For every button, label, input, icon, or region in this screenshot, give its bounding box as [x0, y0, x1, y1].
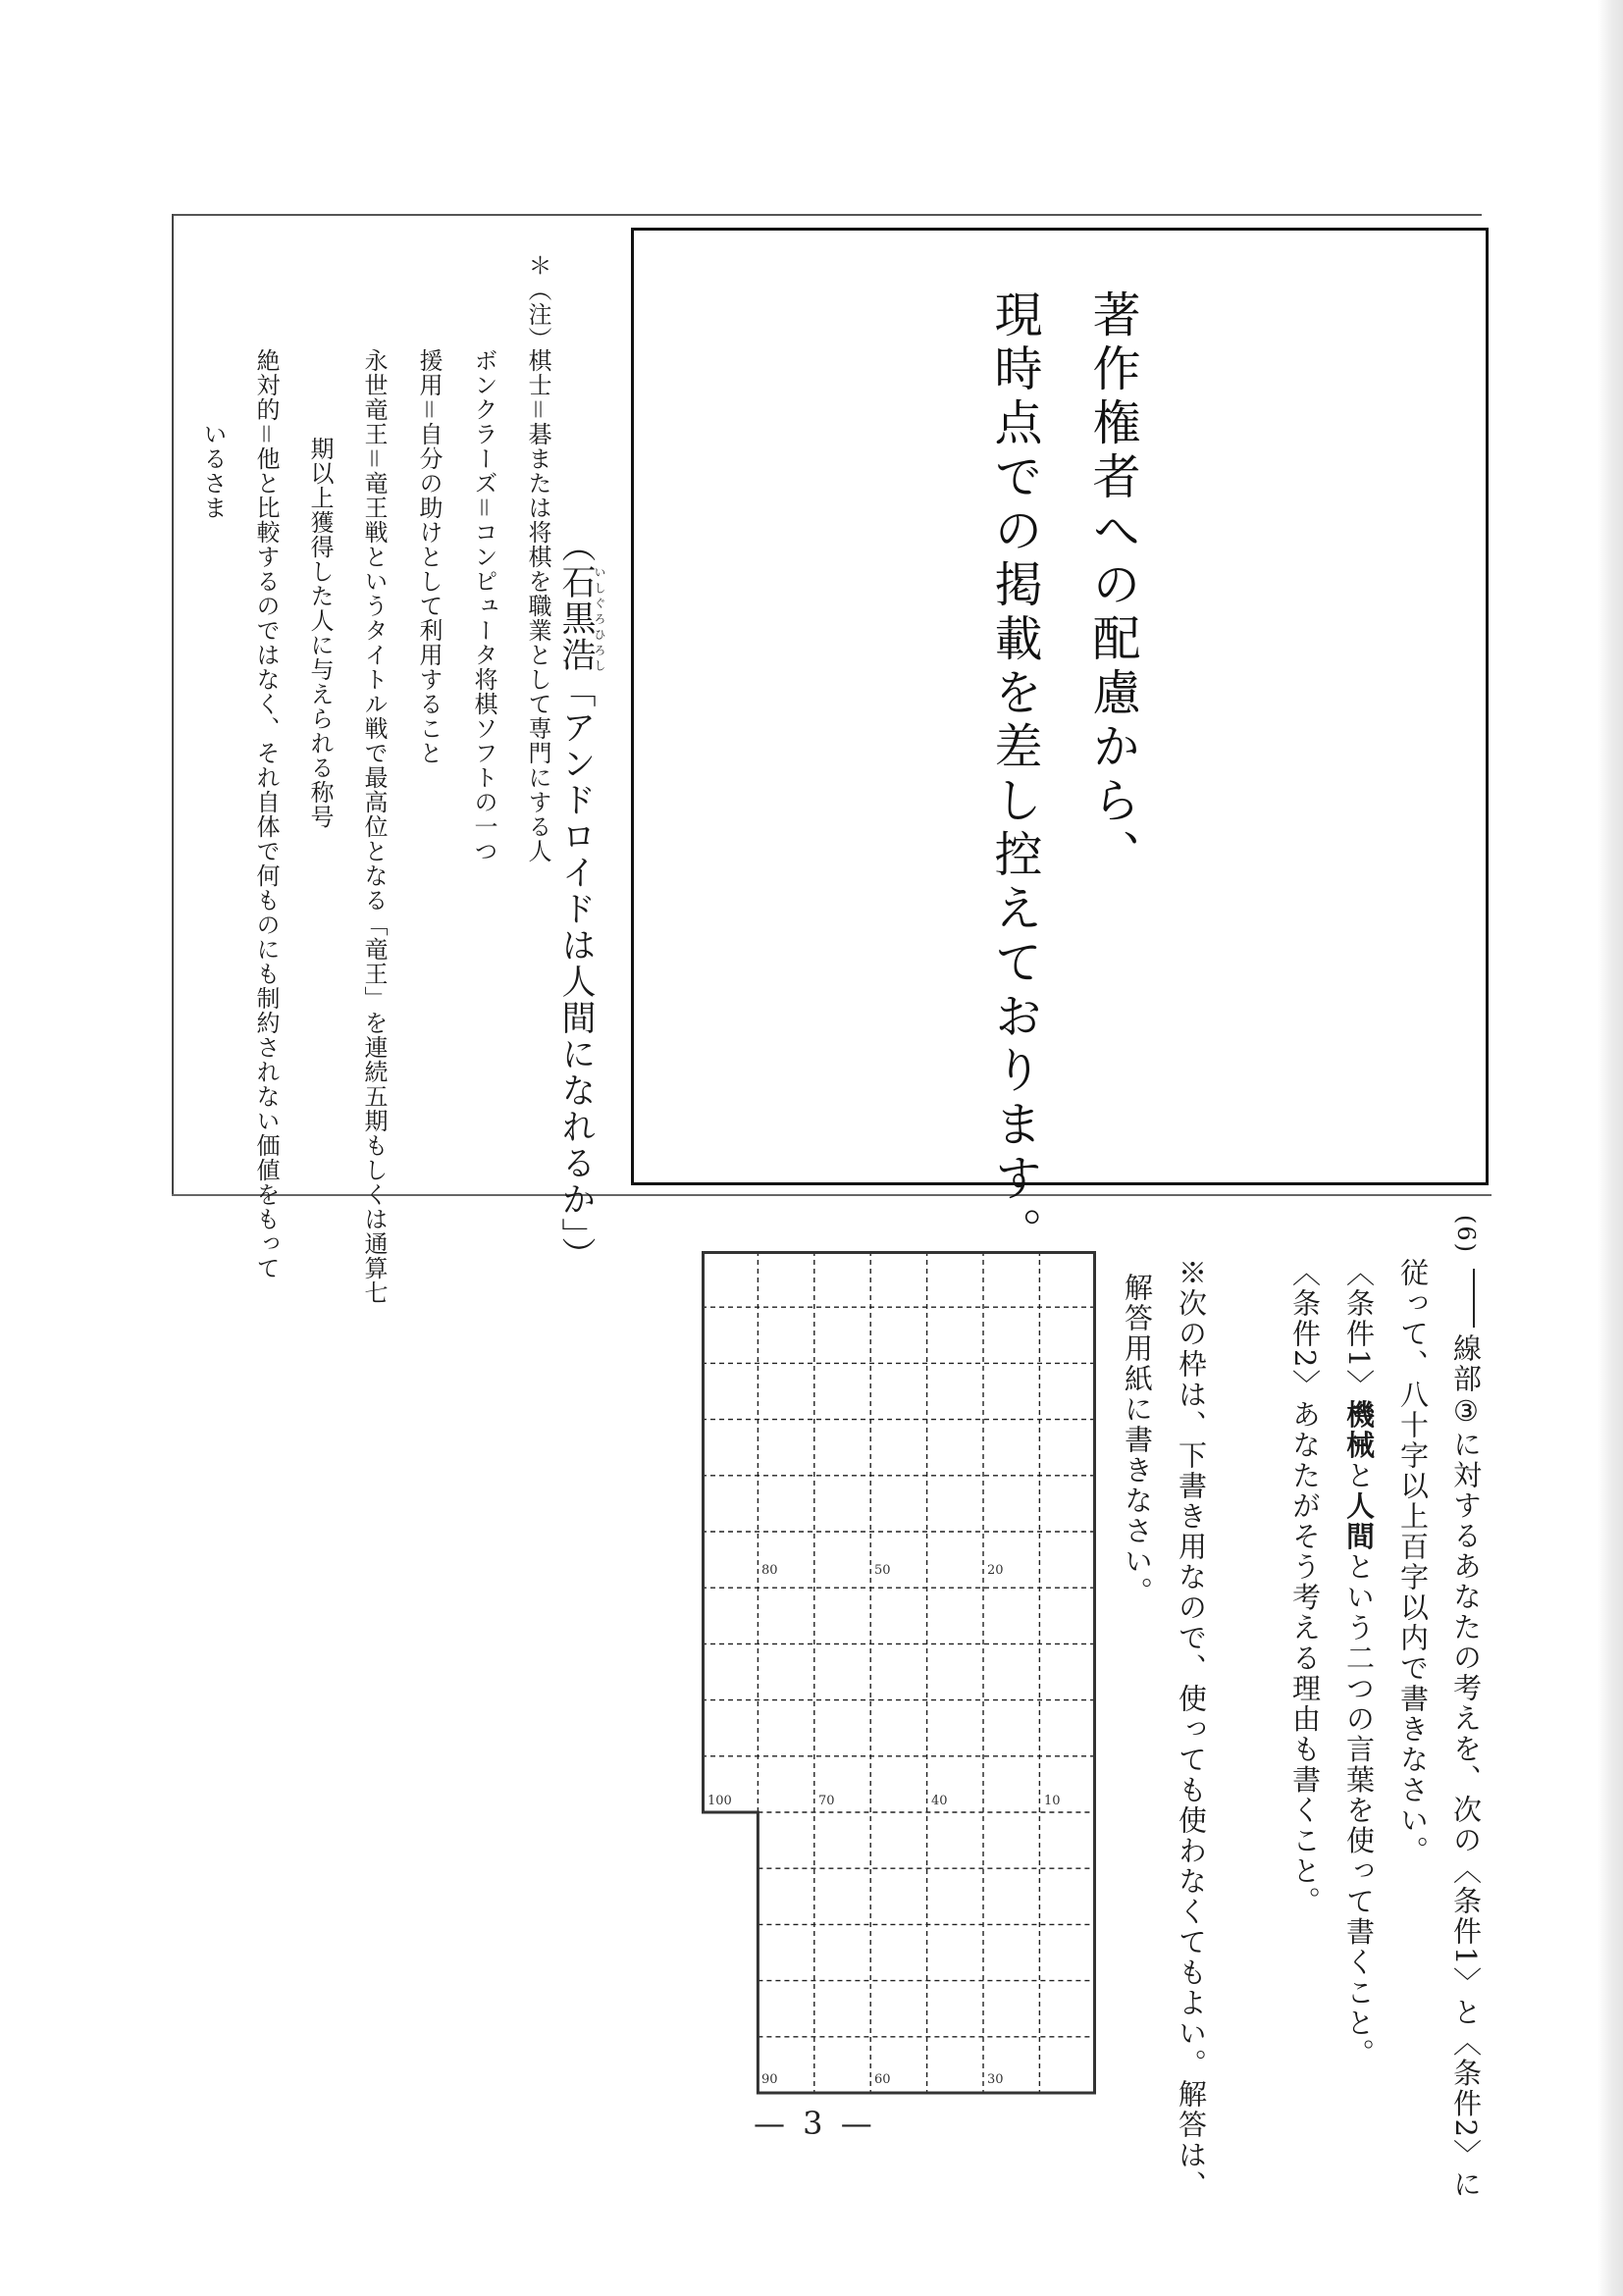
note-item-zettaiteki-continued: いるさま — [199, 422, 227, 520]
citation-open-paren: （ — [556, 528, 596, 564]
grid-label-80: 80 — [761, 1563, 778, 1578]
citation-title: 「アンドロイドは人間になれるか」 — [556, 673, 596, 1237]
note-item-bonkras: ボンクラーズ＝コンピュータ将棋ソフトの一つ — [470, 348, 497, 863]
condition-1-label: 〈条件1〉 — [1342, 1258, 1376, 1400]
condition-2: 〈条件2〉あなたがそう考える理由も書くこと。 — [1288, 1258, 1322, 1917]
note-item-zettaiteki: 絶対的＝他と比較するのではなく、それ自体で何ものにも制約されない価値をもって — [252, 348, 280, 1280]
keyword-ningen: 人間 — [1342, 1490, 1376, 1552]
author-furigana: いしぐろひろし — [593, 564, 606, 673]
grid-label-40: 40 — [931, 1794, 948, 1808]
circled-reference-3: ③ — [1449, 1394, 1483, 1430]
citation-close-paren: ） — [556, 1236, 596, 1274]
question-prompt-line-1: 線部③に対するあなたの考えを、次の〈条件1〉と〈条件2〉に — [1448, 1269, 1484, 2200]
draft-answer-grid[interactable] — [702, 1251, 1096, 2095]
note-item-eisei-ryuou-continued: 期以上獲得した人に与えられる称号 — [306, 437, 334, 829]
copyright-line-2: 現時点での掲載を差し控えております。 — [987, 289, 1043, 1261]
page-number: — 3 — — [754, 2105, 876, 2142]
copyright-line-1: 著作権者への配慮から、 — [1085, 289, 1141, 883]
grid-label-100: 100 — [707, 1794, 732, 1808]
note-item-eisei-ryuou: 永世竜王＝竜王戦というタイトル戦で最高位となる「竜王」を連続五期もしくは通算七 — [360, 348, 388, 1305]
grid-label-60: 60 — [874, 2072, 891, 2087]
passage-frame-top-rule — [172, 214, 1482, 216]
notes-heading: ＊（注） — [524, 253, 551, 351]
grid-label-10: 10 — [1044, 1794, 1061, 1808]
grid-label-90: 90 — [761, 2072, 778, 2087]
citation-author: 石黒浩いしぐろひろし — [556, 564, 606, 673]
note-item-kishi: 棋士＝碁または将棋を職業として専門にする人 — [524, 348, 551, 863]
grid-label-30: 30 — [987, 2072, 1004, 2087]
question-number: (6) — [1452, 1215, 1480, 1254]
draft-grid-note-line-1: ※次の枠は、下書き用なので、使っても使わなくてもよい。解答は、 — [1175, 1258, 1208, 2201]
copyright-notice-text — [966, 289, 1162, 1261]
scan-edge-shadow — [1597, 0, 1623, 2296]
grid-label-20: 20 — [987, 1563, 1004, 1578]
source-citation — [555, 528, 605, 1274]
keyword-kikai: 機械 — [1342, 1399, 1376, 1461]
grid-lines — [702, 1251, 1096, 2097]
note-item-enyou: 援用＝自分の助けとして利用すること — [415, 348, 443, 765]
underline-dash-mark — [1473, 1269, 1475, 1328]
copyright-notice-box — [631, 228, 1489, 1261]
grid-label-50: 50 — [874, 1563, 891, 1578]
draft-grid-note-line-2: 解答用紙に書きなさい。 — [1121, 1273, 1154, 1607]
condition-1: 〈条件1〉機械と人間という二つの言葉を使って書くこと。 — [1342, 1258, 1376, 2069]
condition-2-label: 〈条件2〉 — [1288, 1258, 1322, 1400]
question-prompt-line-2: 従って、八十字以上百字以内で書きなさい。 — [1396, 1258, 1430, 1866]
passage-frame-left-rule — [172, 214, 174, 1196]
grid-label-70: 70 — [818, 1794, 835, 1808]
